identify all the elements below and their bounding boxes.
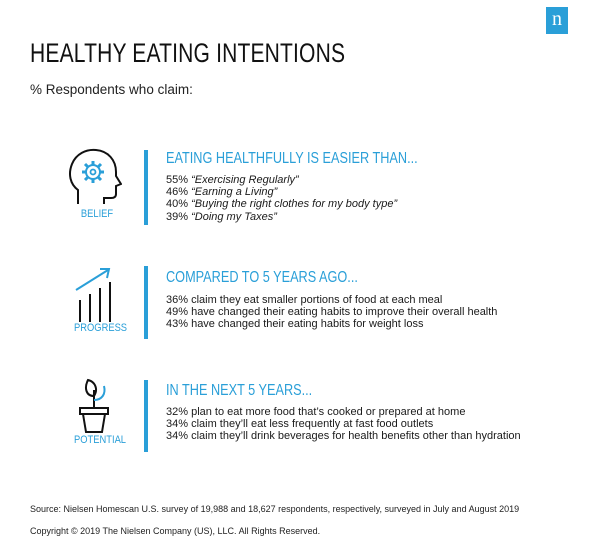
list-item: 34% claim they’ll drink beverages for health benefits other than hydration (166, 430, 521, 443)
belief-heading: EATING HEALTHFULLY IS EASIER THAN... (166, 150, 418, 167)
potential-label: POTENTIAL (74, 434, 127, 446)
copyright-note: Copyright © 2019 The Nielsen Company (US), LLC. All Rights Reserved. (30, 526, 321, 536)
potential-list (166, 406, 521, 443)
belief-list (166, 174, 397, 223)
head-gear-icon (66, 146, 126, 206)
potted-plant-icon (66, 376, 126, 436)
growth-bars-icon (66, 264, 126, 324)
progress-list (166, 294, 497, 331)
progress-label: PROGRESS (74, 322, 128, 334)
section-divider (144, 266, 148, 339)
section-divider (144, 380, 148, 452)
source-note: Source: Nielsen Homescan U.S. survey of 19,988 and 18,627 respondents, respectively, surveyed in July and August 2019 (30, 504, 520, 514)
progress-heading: COMPARED TO 5 YEARS AGO... (166, 269, 358, 286)
list-item: 49% have changed their eating habits to improve their overall health (166, 306, 498, 319)
page-title: HEALTHY EATING INTENTIONS (30, 38, 346, 68)
nielsen-logo: n (546, 7, 568, 34)
page-subtitle: % Respondents who claim: (30, 82, 193, 97)
belief-label: BELIEF (80, 208, 114, 220)
list-item: 55% “Exercising Regularly” (166, 174, 299, 186)
list-item: 46% “Earning a Living” (166, 186, 278, 199)
list-item: 43% have changed their eating habits for weight loss (166, 318, 424, 331)
list-item: 34% claim they’ll eat less frequently at fast food outlets (166, 418, 434, 431)
list-item: 36% claim they eat smaller portions of food at each meal (166, 294, 443, 306)
list-item: 40% “Buying the right clothes for my body type” (166, 198, 398, 211)
list-item: 32% plan to eat more food that’s cooked or prepared at home (166, 406, 466, 418)
potential-heading: IN THE NEXT 5 YEARS... (166, 382, 313, 399)
section-divider (144, 150, 148, 225)
list-item: 39% “Doing my Taxes” (166, 210, 277, 223)
